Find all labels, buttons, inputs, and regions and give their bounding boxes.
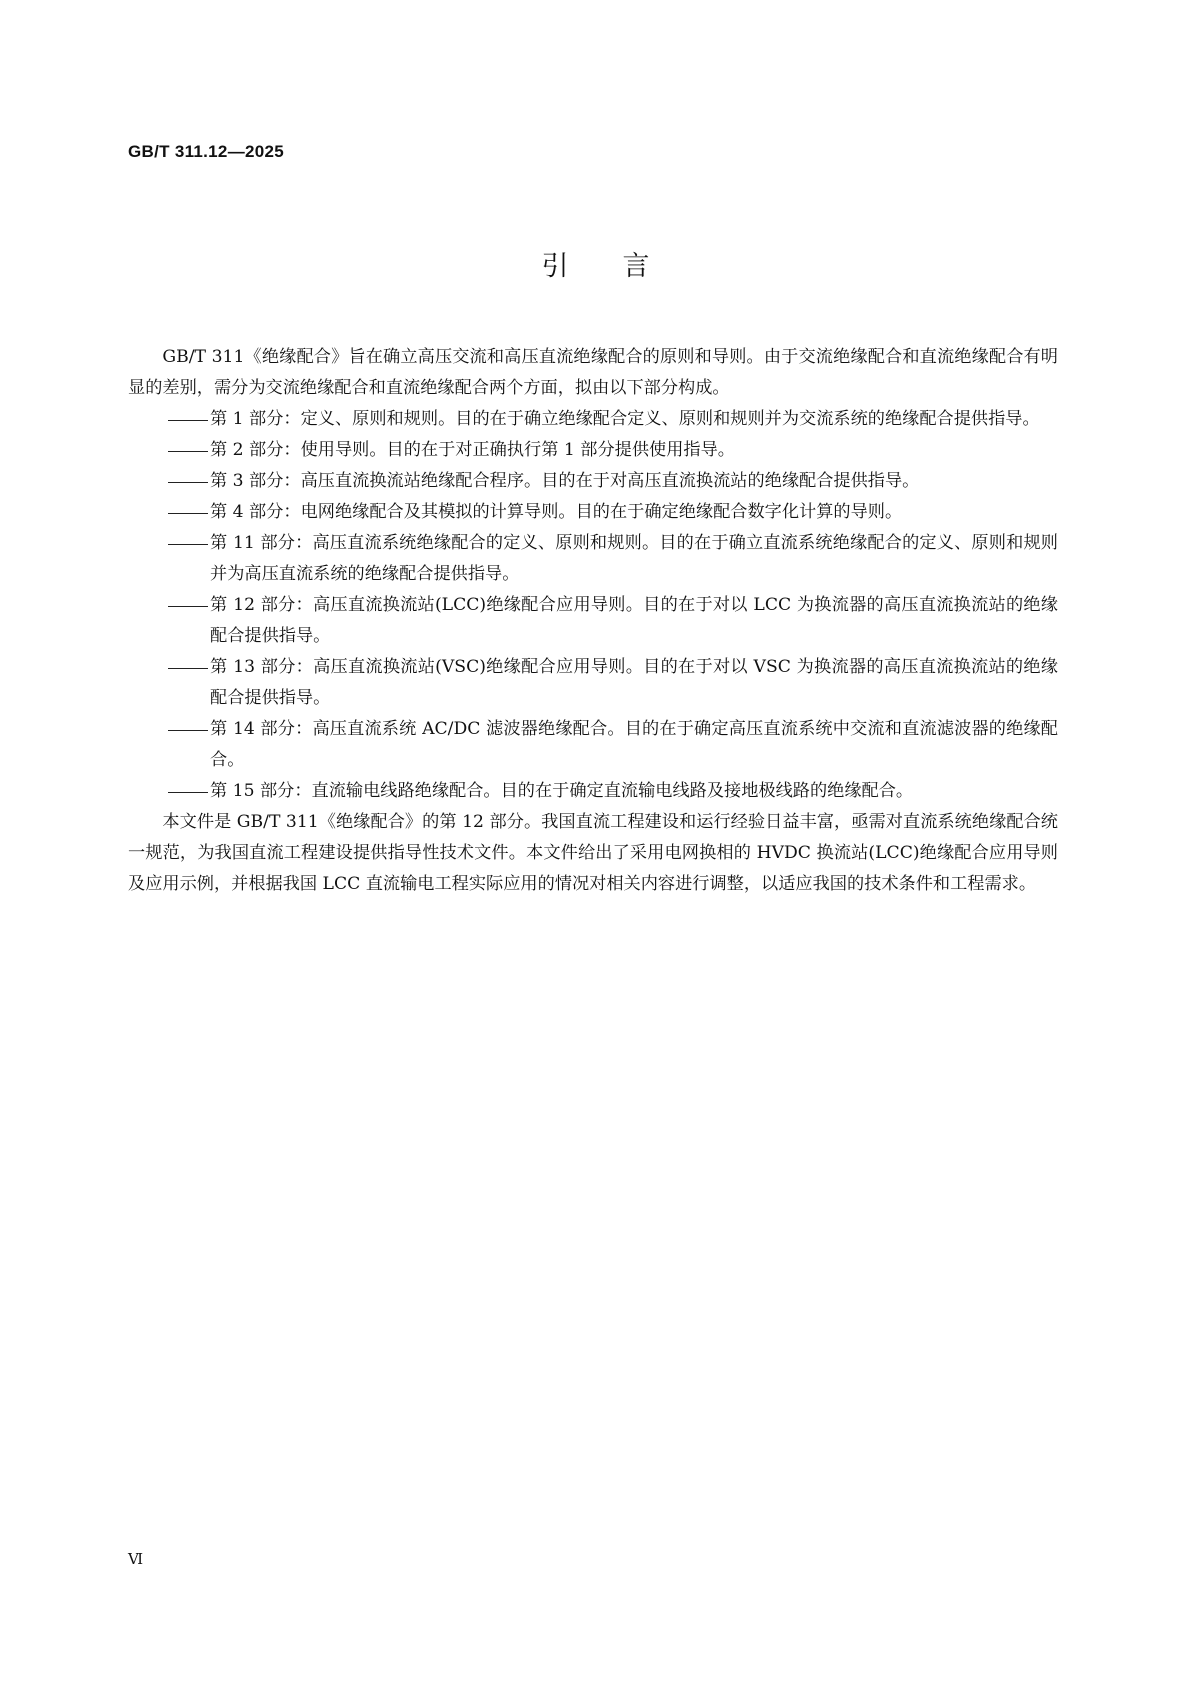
part-text: 第 11 部分：高压直流系统绝缘配合的定义、原则和规则。目的在于确立直流系统绝缘配合的定义、原则和规则并为高压直流系统的绝缘配合提供指导。 bbox=[210, 533, 1058, 584]
part-text: 第 12 部分：高压直流换流站(LCC)绝缘配合应用导则。目的在于对以 LCC 为换流器的高压直流换流站的绝缘配合提供指导。 bbox=[210, 595, 1058, 646]
intro-paragraph: GB/T 311《绝缘配合》旨在确立高压交流和高压直流绝缘配合的原则和导则。由于交流绝缘配合和直流绝缘配合有明显的差别，需分为交流绝缘配合和直流绝缘配合两个方面，拟由以下部分构成。 bbox=[128, 347, 1058, 398]
part-text: 第 1 部分：定义、原则和规则。目的在于确立绝缘配合定义、原则和规则并为交流系统的绝缘配合提供指导。 bbox=[210, 409, 1040, 429]
part-text: 第 4 部分：电网绝缘配合及其模拟的计算导则。目的在于确定绝缘配合数字化计算的导则。 bbox=[210, 502, 903, 522]
part-item bbox=[128, 652, 1058, 714]
part-text: 第 2 部分：使用导则。目的在于对正确执行第 1 部分提供使用指导。 bbox=[210, 440, 735, 460]
part-item bbox=[128, 528, 1058, 590]
part-text: 第 14 部分：高压直流系统 AC/DC 滤波器绝缘配合。目的在于确定高压直流系统中交流和直流滤波器的绝缘配合。 bbox=[210, 719, 1058, 770]
introduction-body bbox=[128, 342, 1058, 900]
part-text: 第 15 部分：直流输电线路绝缘配合。目的在于确定直流输电线路及接地极线路的绝缘配合。 bbox=[210, 781, 914, 801]
part-item bbox=[128, 466, 1058, 497]
closing-paragraph: 本文件是 GB/T 311《绝缘配合》的第 12 部分。我国直流工程建设和运行经验日益丰富，亟需对直流系统绝缘配合统一规范，为我国直流工程建设提供指导性技术文件。本文件给出了采用电网换相的 HVDC 换流站(LCC)绝缘配合应用导则及应用示例，并根据我国 LCC 直流输电工程实际应用的情况对相关内容进行调整，以适应我国的技术条件和工程需求。 bbox=[128, 812, 1058, 894]
parts-list bbox=[128, 404, 1058, 807]
part-text: 第 13 部分：高压直流换流站(VSC)绝缘配合应用导则。目的在于对以 VSC 为换流器的高压直流换流站的绝缘配合提供指导。 bbox=[210, 657, 1058, 708]
part-item bbox=[128, 714, 1058, 776]
page-number: Ⅵ bbox=[128, 1550, 144, 1568]
document-number: GB/T 311.12—2025 bbox=[128, 142, 285, 161]
part-text: 第 3 部分：高压直流换流站绝缘配合程序。目的在于对高压直流换流站的绝缘配合提供指导。 bbox=[210, 471, 920, 491]
part-item bbox=[128, 776, 1058, 807]
part-item bbox=[128, 435, 1058, 466]
part-item bbox=[128, 590, 1058, 652]
part-item bbox=[128, 497, 1058, 528]
page-title: 引言 bbox=[541, 251, 704, 282]
part-item bbox=[128, 404, 1058, 435]
